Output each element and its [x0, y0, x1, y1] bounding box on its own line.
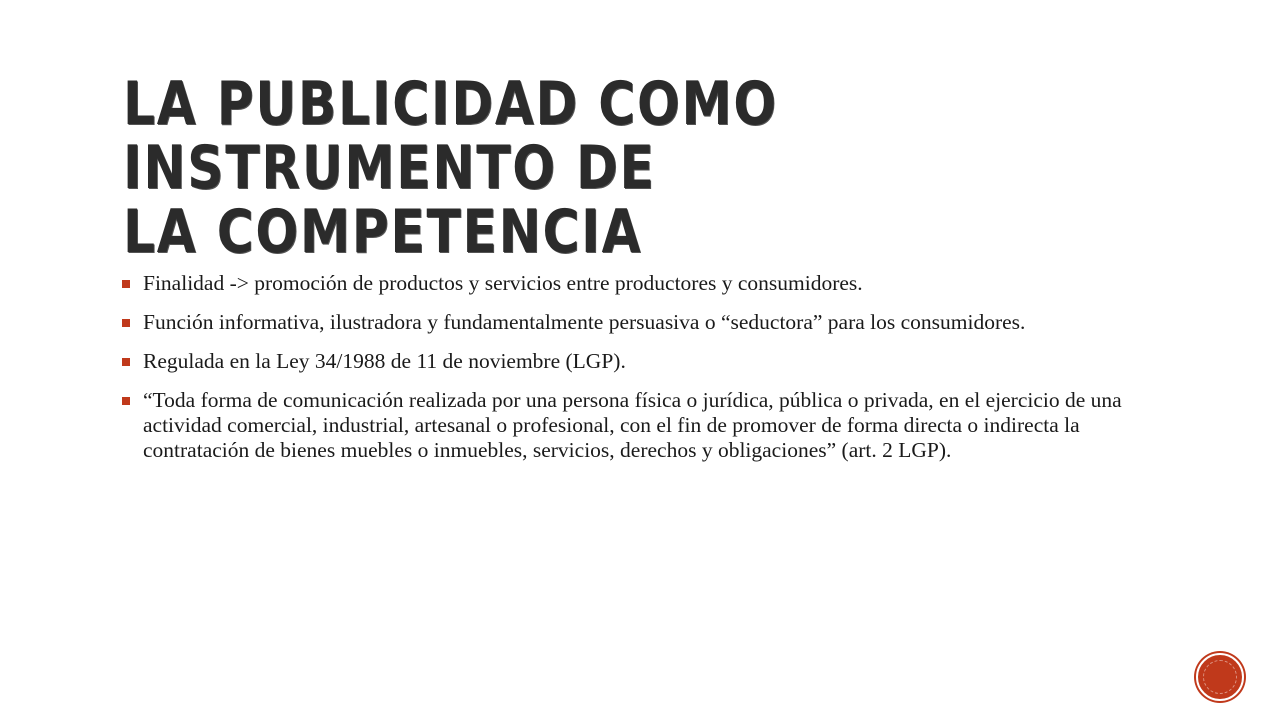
square-bullet-icon [122, 358, 130, 366]
bullet-text: Función informativa, ilustradora y fundamentalmente persuasiva o “seductora” para los consumidores. [143, 310, 1026, 334]
bullet-item [122, 271, 1162, 296]
bullet-item [122, 388, 1162, 463]
square-bullet-icon [122, 280, 130, 288]
slide-title [123, 69, 963, 267]
bullet-text: Finalidad -> promoción de productos y servicios entre productores y consumidores. [143, 271, 863, 295]
bullet-text: “Toda forma de comunicación realizada por una persona física o jurídica, pública o privada, en el ejercicio de una actividad comercial, industrial, artesanal o profesional, con el fin de promover de forma directa o indirecta la contratación de bienes muebles o inmuebles, servicios, derechos y obligaciones” (art. 2 LGP). [143, 388, 1122, 462]
bullet-list [122, 271, 1162, 477]
bullet-item [122, 310, 1162, 335]
bullet-item [122, 349, 1162, 374]
square-bullet-icon [122, 397, 130, 405]
slide-nav-circle-icon [1203, 660, 1237, 694]
square-bullet-icon [122, 319, 130, 327]
slide-nav-button[interactable] [1196, 653, 1244, 701]
slide-title-line-1: LA PUBLICIDAD COMO INSTRUMENTO DE [123, 69, 778, 203]
slide-title-line-2: LA COMPETENCIA [123, 197, 643, 267]
bullet-text: Regulada en la Ley 34/1988 de 11 de noviembre (LGP). [143, 349, 626, 373]
